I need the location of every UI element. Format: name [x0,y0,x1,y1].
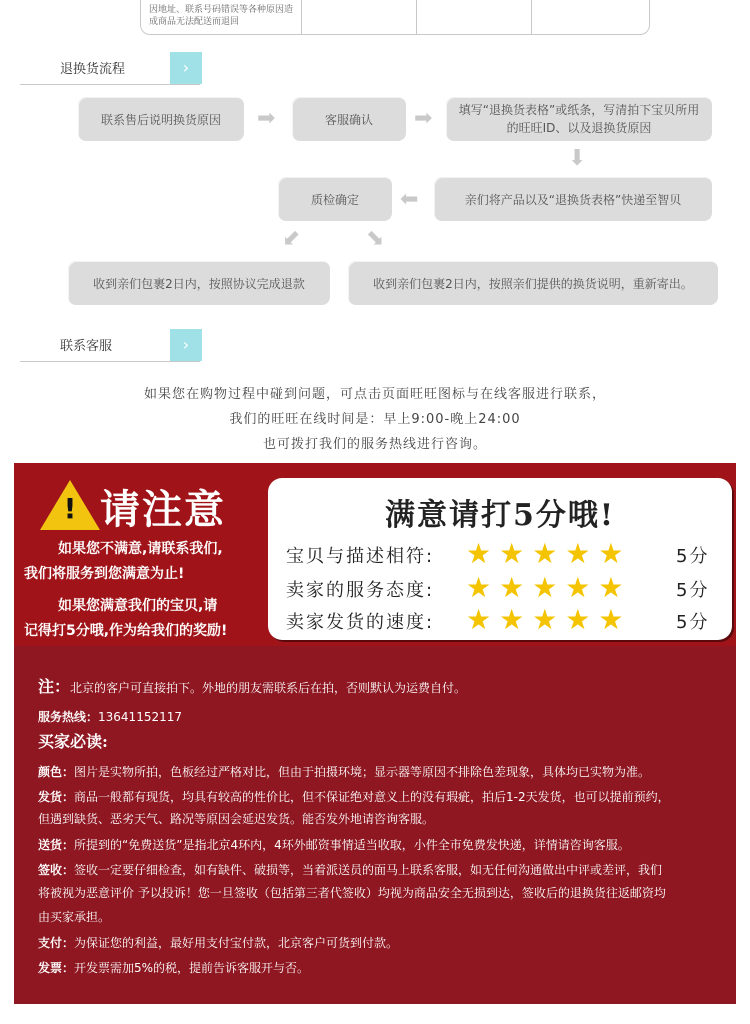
rating-label: 卖家的服务态度: [286,580,435,601]
flow-step-fill-form: 填写“退换货表格”或纸条，写清拍下宝贝所用的旺旺ID、以及退换货原因 [446,97,712,141]
contact-section-header [20,327,200,362]
rating-label: 卖家发货的速度: [286,612,435,633]
color-label: 颜色： [38,765,75,779]
signing-text: 签收一定要仔细检查，如有缺件、破损等，当着派送员的面马上联系客服，如无任何沟通做出中评或差评，我们 [74,863,663,877]
star-icons: ★★★★★ [466,537,632,570]
info-shipping [38,788,728,806]
star-icons: ★★★★★ [466,571,632,604]
info-hotline [38,708,728,726]
color-text: 图片是实物所拍，色板经过严格对比，但由于拍摄环境；显示器等原因不排除色差现象，具体均已实物为准。 [74,765,651,779]
info-note [38,678,728,697]
hotline-label: 服务热线： [38,710,99,724]
info-delivery [38,836,728,854]
info-shipping-cont: 但遇到缺货、恶劣天气、路况等原因会延迟发货。能否发外地请咨询客服。 [38,812,435,826]
returns-section-header [20,50,200,85]
info-signing [38,861,728,879]
notice-title: 请注意 [100,486,226,533]
payment-text: 为保证您的利益，最好用支付宝付款，北京客户可货到付款。 [74,936,399,950]
flow-step-refund: 收到亲们包裹2日内，按照协议完成退款 [68,261,330,305]
signing-label: 签收： [38,863,75,877]
invoice-text: 开发票需加5%的税，提前告诉客服开与否。 [74,961,310,975]
flow-step-confirm: 客服确认 [292,97,406,141]
info-signing-cont: 将被视为恶意评价 予以投诉！您一旦签收（包括第三者代签收）均视为商品安全无损到达，签收后的退换货往返邮资均 [38,886,666,900]
payment-label: 支付： [38,936,75,950]
contact-line: 如果您在购物过程中碰到问题，可点击页面旺旺图标与在线客服进行联系， [143,387,606,402]
flow-step-ship-back: 亲们将产品以及“退换货表格”快递至智贝 [434,177,712,221]
rating-title: 满意请打5分哦! [384,498,616,533]
shipping-label: 发货： [38,790,75,804]
invoice-label: 发票： [38,961,75,975]
notice-text: 如果您满意我们的宝贝,请 [58,598,218,614]
info-signing-cont: 由买家承担。 [38,910,111,924]
chevron-right-icon: › [170,329,202,361]
note-text: 北京的客户可直接拍下。外地的朋友需联系后在拍，否则默认为运费自付。 [70,681,467,695]
info-payment [38,934,728,952]
flow-step-inspect: 质检确定 [278,177,392,221]
arrow-right-icon: ➡ [257,106,276,131]
rating-card [268,478,732,640]
chevron-right-icon: › [170,52,202,84]
hotline-number: 13641152117 [98,710,182,724]
flow-step-exchange: 收到亲们包裹2日内，按照亲们提供的换货说明，重新寄出。 [348,261,718,305]
table-note: 因地址、联系号码错误等各种原因造成商品无法配送而退回 [149,5,294,27]
delivery-label: 送货： [38,838,75,852]
table-divider [531,0,532,34]
star-icons: ★★★★★ [466,603,632,636]
info-color [38,763,728,781]
info-table [140,0,650,35]
shipping-text: 商品一般都有现货，均具有较高的性价比，但不保证绝对意义上的没有瑕疵，拍后1-2天发货，也可以提前预约， [74,790,670,804]
rating-row [286,537,726,570]
table-divider [416,0,417,34]
delivery-text: 所提到的“免费送货”是指北京4环内，4环外邮资事情适当收取，小件全市免费发快递，详情请咨询客服。 [74,838,630,852]
rating-label: 宝贝与描述相符: [286,546,435,567]
info-invoice [38,959,728,977]
rating-value: 5分 [676,580,710,601]
notice-text: 如果您不满意,请联系我们, [58,541,223,557]
warning-mark: ! [63,492,77,525]
contact-section-title: 联系客服 [60,339,113,354]
rating-row [286,571,726,604]
arrow-right-icon: ➡ [414,106,433,131]
arrow-down-right-icon: ⬊ [366,226,385,251]
notice-text: 记得打5分哦,作为给我们的奖励! [24,623,228,639]
flow-step-contact: 联系售后说明换货原因 [78,97,244,141]
returns-section-title: 退换货流程 [60,62,126,77]
arrow-down-left-icon: ⬋ [282,226,301,251]
rating-row [286,603,726,636]
notice-text: 我们将服务到您满意为止! [24,566,185,582]
arrow-down-icon: ⬇ [568,146,587,171]
note-label: 注： [38,677,71,696]
arrow-left-icon: ⬅ [400,187,419,212]
must-read-heading: 买家必读: [38,732,108,751]
table-divider [301,0,302,34]
rating-value: 5分 [676,546,710,567]
rating-value: 5分 [676,612,710,633]
contact-line: 也可拨打我们的服务热线进行咨询。 [262,437,487,452]
contact-hours: 我们的旺旺在线时间是：早上9:00-晚上24:00 [229,412,521,427]
